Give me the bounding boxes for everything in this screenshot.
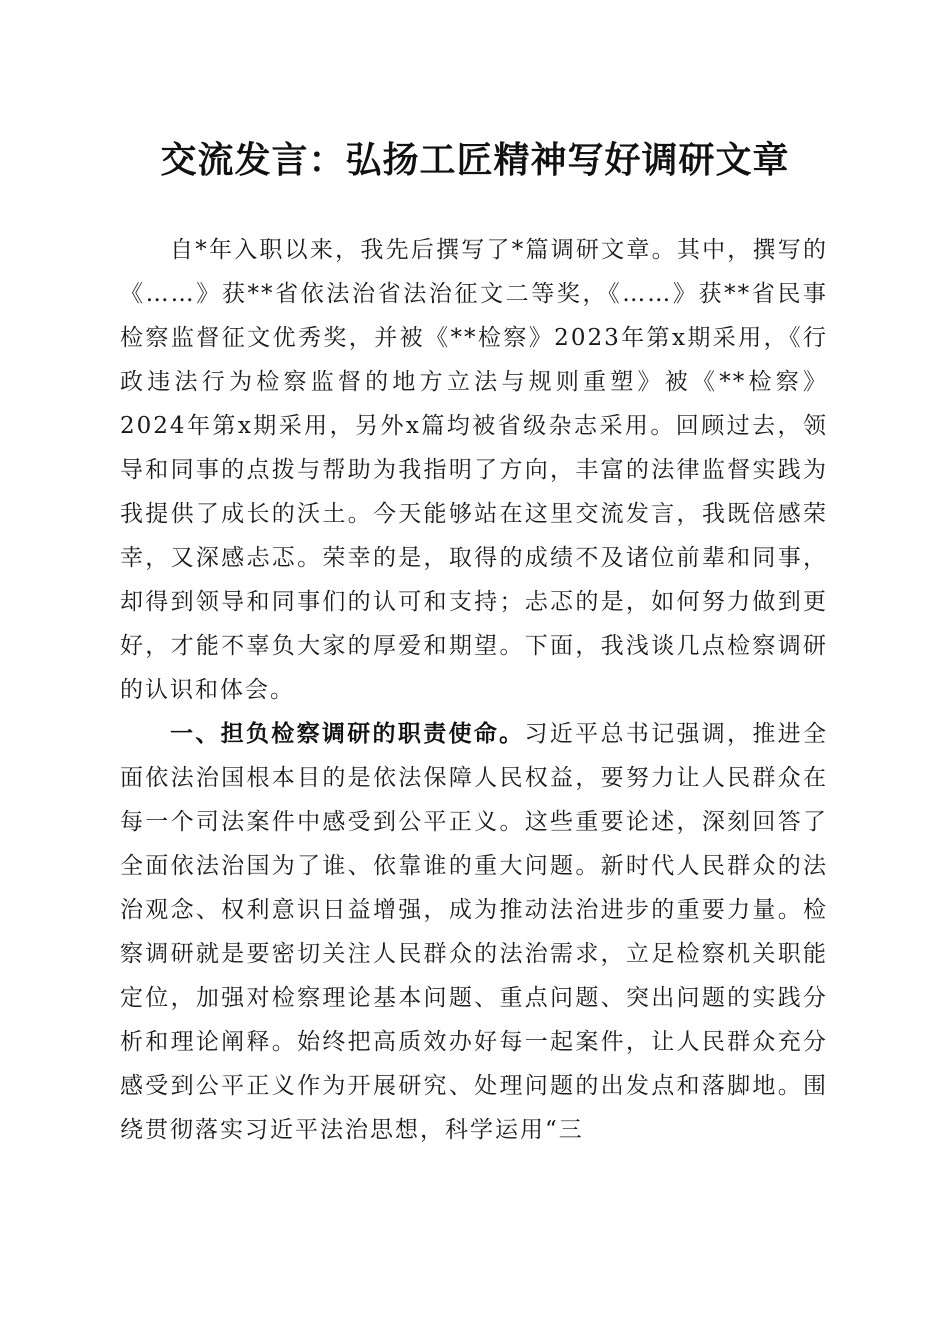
document-title: 交流发言：弘扬工匠精神写好调研文章 [160,139,790,181]
section-1-heading: 一、担负检察调研的职责使命。 [170,721,525,747]
section-1-paragraph [120,712,828,1152]
intro-paragraph: 自*年入职以来，我先后撰写了*篇调研文章。其中，撰写的《……》获**省依法治省法治征文二等奖，《……》获**省民事检察监督征文优秀奖，并被《**检察》2023年第x期采用，《行政违法行为检察监督的地方立法与规则重塑》被《**检察》2024年第x期采用，另外x篇均被省级杂志采用。回顾过去，领导和同事的点拨与帮助为我指明了方向，丰富的法律监督实践为我提供了成长的沃土。今天能够站在这里交流发言，我既倍感荣幸，又深感忐忑。荣幸的是，取得的成绩不及诸位前辈和同事，却得到领导和同事们的认可和支持；忐忑的是，如何努力做到更好，才能不辜负大家的厚爱和期望。下面，我浅谈几点检察调研的认识和体会。 [120,237,828,703]
document-body [120,228,828,1152]
section-1-text: 习近平总书记强调，推进全面依法治国根本目的是依法保障人民权益，要努力让人民群众在每一个司法案件中感受到公平正义。这些重要论述，深刻回答了全面依法治国为了谁、依靠谁的重大问题。新时代人民群众的法治观念、权利意识日益增强，成为推动法治进步的重要力量。检察调研就是要密切关注人民群众的法治需求，立足检察机关职能定位，加强对检察理论基本问题、重点问题、突出问题的实践分析和理论阐释。始终把高质效办好每一起案件，让人民群众充分感受到公平正义作为开展研究、处理问题的出发点和落脚地。围绕贯彻落实习近平法治思想，科学运用“三 [120,721,829,1143]
